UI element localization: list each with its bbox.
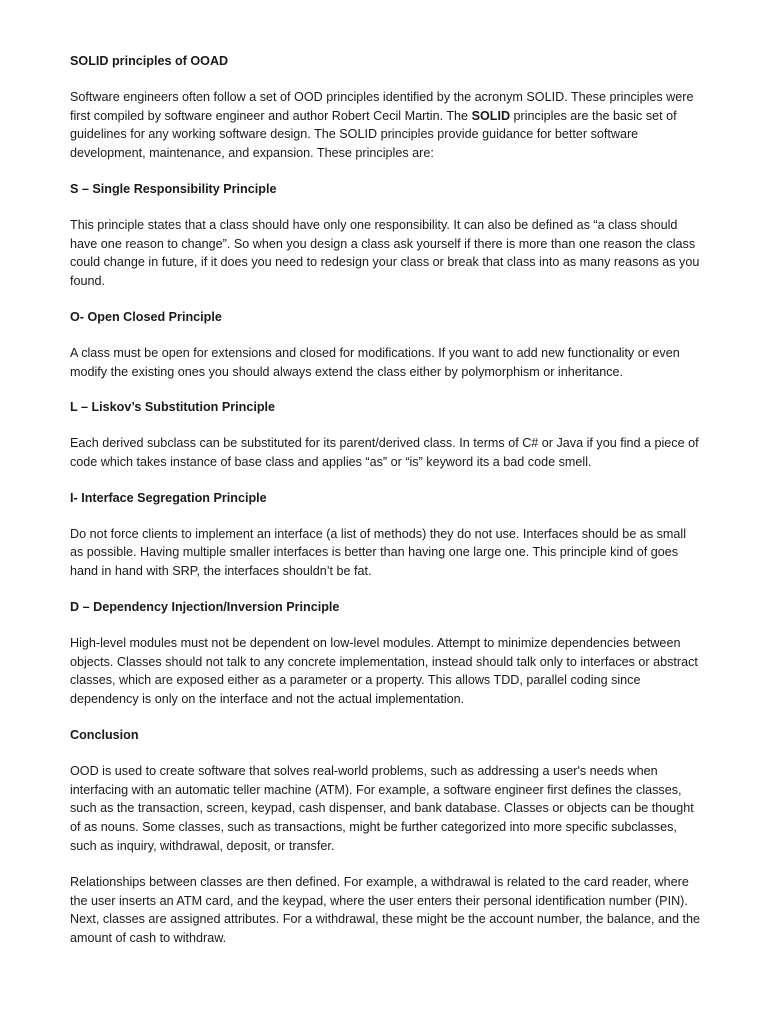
intro-text-2: principles are the basic set of guidelines for any working software design. The SOLID principles provide guidance for better software development, maintenance, and expansion. These principles are: [70, 108, 677, 161]
intro-text-1: Software engineers often follow a set of OOD principles identified by the acronym SOLID. These principles were first compiled by software engineer and author Robert Cecil Martin. The [70, 89, 694, 123]
conclusion-paragraph-2: Relationships between classes are then defined. For example, a withdrawal is related to the card reader, where the user inserts an ATM card, and the keypad, where the user enters their personal identification number (PIN). Next, classes are assigned attributes. For a withdrawal, these might be the account number, the balance, and the amount of cash to withdraw. [70, 874, 701, 946]
conclusion-heading: Conclusion [70, 727, 139, 742]
document-title: SOLID principles of OOAD [70, 54, 229, 68]
intro-paragraph [70, 88, 702, 163]
section-heading-lsp: L – Liskov’s Substitution Principle [70, 400, 276, 415]
section-heading-isp: I- Interface Segregation Principle [70, 490, 267, 505]
section-heading-srp: S – Single Responsibility Principle [70, 181, 277, 196]
section-body-ocp: A class must be open for extensions and closed for modifications. If you want to add new functionality or even modify the existing ones you should always extend the class either by polymorphism or inheritance. [70, 345, 680, 379]
section-heading-dip: D – Dependency Injection/Inversion Principle [70, 599, 340, 614]
section-body-srp: This principle states that a class should have only one responsibility. It can also be defined as “a class should have one reason to change”. So when you design a class ask yourself if there is more than one reason the class could change in future, if it does you need to redesign your class or break that class into as many reasons as you found. [70, 217, 700, 289]
intro-bold-solid: SOLID [471, 108, 511, 123]
conclusion-paragraph-1: OOD is used to create software that solves real-world problems, such as addressing a user's needs when interfacing with an automatic teller machine (ATM). For example, a software engineer first defines the classes, such as the transaction, screen, keypad, cash dispenser, and bank database. Classes or objects can be thought of as nouns. Some classes, such as transactions, might be further categorized into more specific subclasses, such as inquiry, withdrawal, deposit, or transfer. [70, 763, 694, 853]
document-page [70, 52, 702, 965]
section-body-lsp: Each derived subclass can be substituted for its parent/derived class. In terms of C# or Java if you find a piece of code which takes instance of base class and applies “as” or “is” keyword its a bad code smell. [70, 436, 699, 469]
section-heading-ocp: O- Open Closed Principle [70, 309, 222, 324]
section-body-dip: High-level modules must not be dependent on low-level modules. Attempt to minimize dependencies between objects. Classes should not talk to any concrete implementation, instead should talk only to interfaces or abstract classes, which are exposed either as a parameter or a property. This allows TDD, parallel coding since dependency is only on the interface and not the actual implementation. [70, 635, 698, 707]
section-body-isp: Do not force clients to implement an interface (a list of methods) they do not use. Interfaces should be as small as possible. Having multiple smaller interfaces is better than having one large one. This principle kind of goes hand in hand with SRP, the interfaces shouldn’t be fat. [70, 526, 687, 579]
